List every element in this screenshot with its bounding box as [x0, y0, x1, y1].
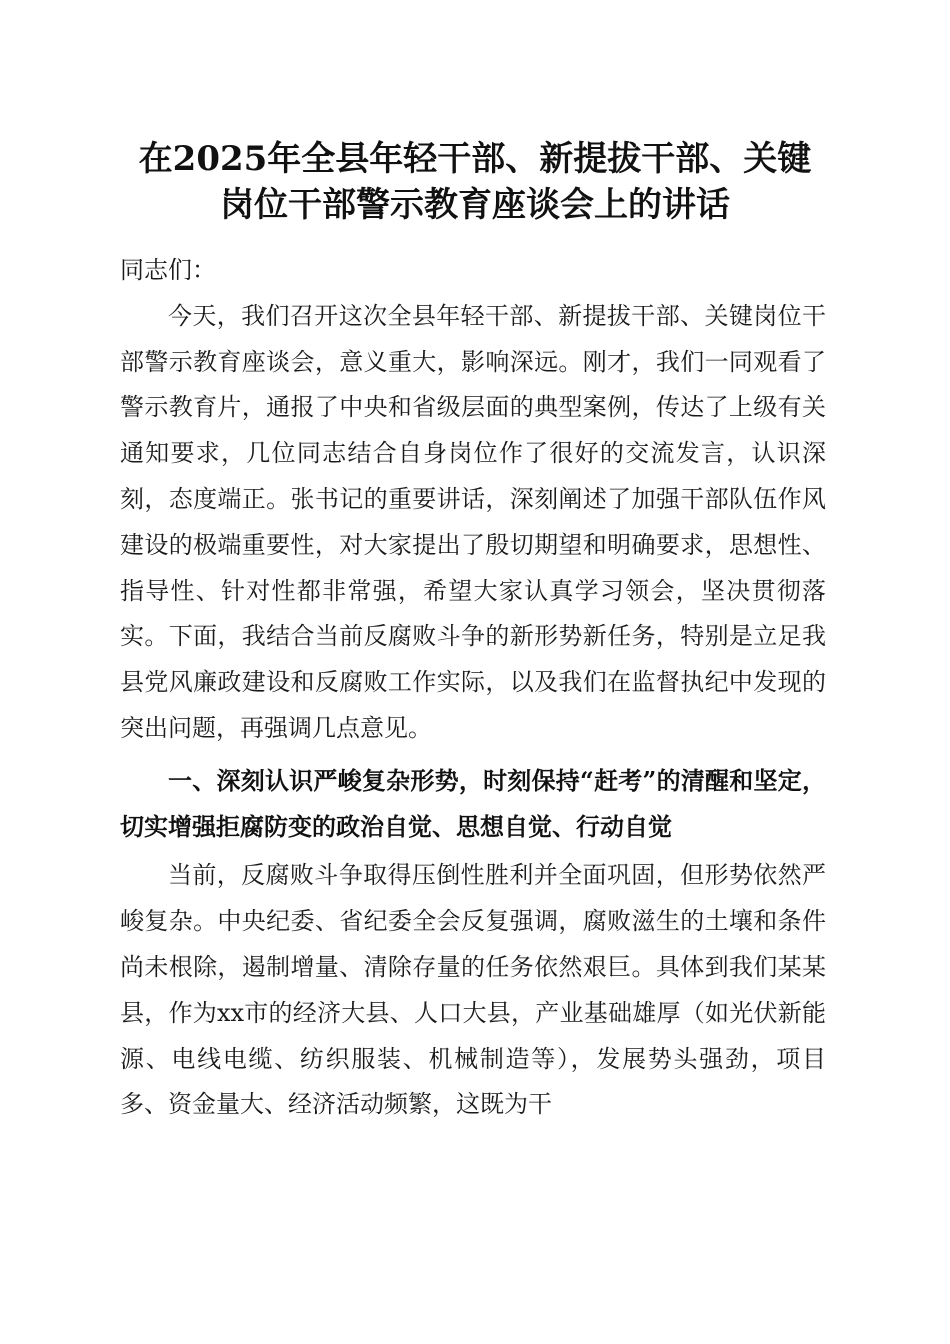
document-body	[120, 248, 826, 1128]
salutation: 同志们：	[120, 256, 216, 284]
title-line-2: 岗位干部警示教育座谈会上的讲话	[220, 185, 730, 225]
paragraph-situation: 当前，反腐败斗争取得压倒性胜利并全面巩固，但形势依然严峻复杂。中央纪委、省纪委全会反复强调，腐败滋生的土壤和条件尚未根除，遏制增量、清除存量的任务依然艰巨。具体到我们某某县，作为xx市的经济大县、人口大县，产业基础雄厚（如光伏新能源、电线电缆、纺织服装、机械制造等），发展势头强劲，项目多、资金量大、经济活动频繁，这既为干	[120, 861, 826, 1119]
document-title	[110, 136, 840, 228]
section-heading-1: 一、深刻认识严峻复杂形势，时刻保持“赶考”的清醒和坚定，切实增强拒腐防变的政治自觉、思想自觉、行动自觉	[120, 765, 826, 841]
title-line-1: 在2025年全县年轻干部、新提拔干部、关键	[138, 139, 812, 179]
paragraph-opening: 今天，我们召开这次全县年轻干部、新提拔干部、关键岗位干部警示教育座谈会，意义重大，影响深远。刚才，我们一同观看了警示教育片，通报了中央和省级层面的典型案例，传达了上级有关通知要求，几位同志结合自身岗位作了很好的交流发言，认识深刻，态度端正。张书记的重要讲话，深刻阐述了加强干部队伍作风建设的极端重要性，对大家提出了殷切期望和明确要求，思想性、指导性、针对性都非常强，希望大家认真学习领会，坚决贯彻落实。下面，我结合当前反腐败斗争的新形势新任务，特别是立足我县党风廉政建设和反腐败工作实际，以及我们在监督执纪中发现的突出问题，再强调几点意见。	[120, 301, 826, 742]
